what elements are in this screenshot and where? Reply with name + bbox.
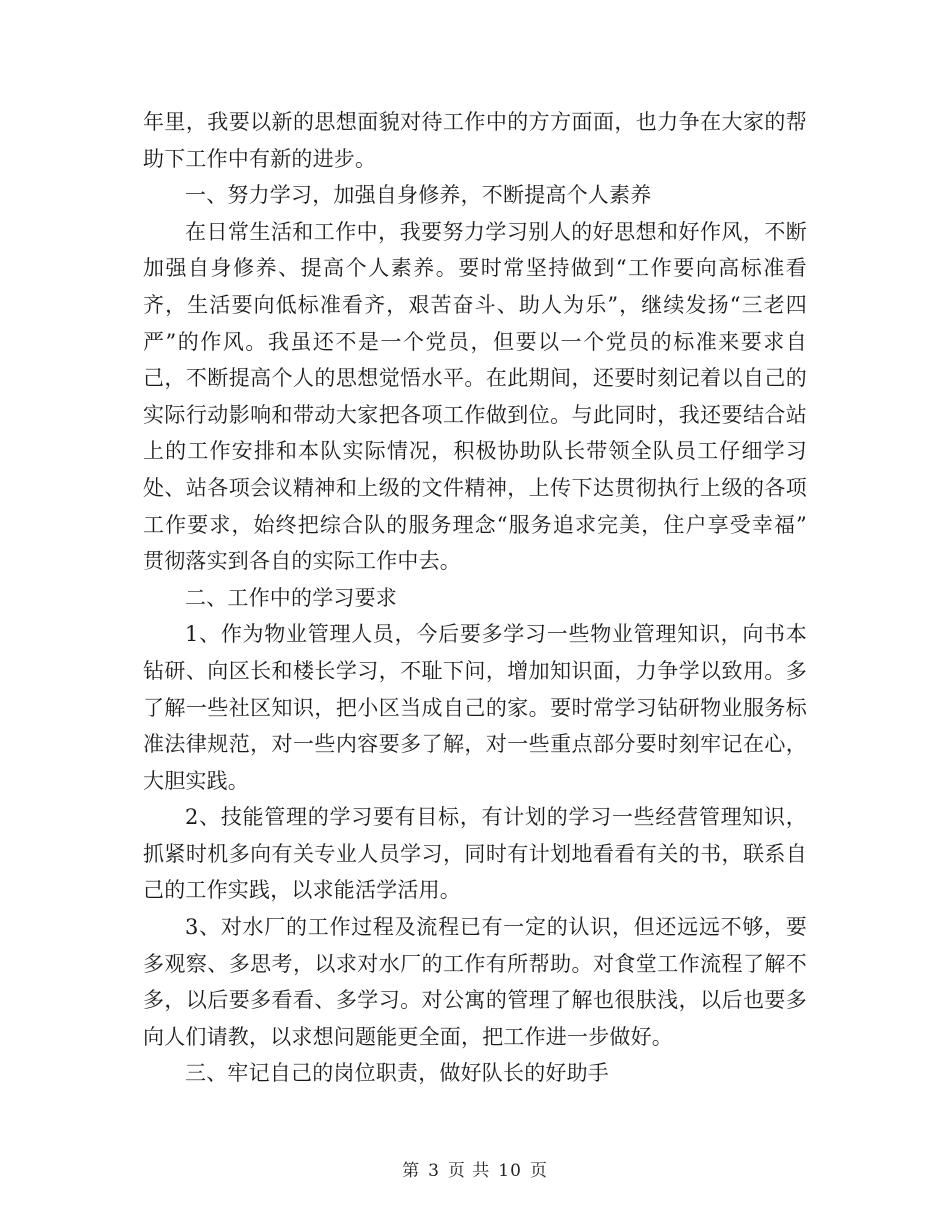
paragraph-continuation: 年里，我要以新的思想面貌对待工作中的方方面面，也力争在大家的帮助下工作中有新的进步。: [143, 110, 807, 171]
paragraph-item-1: 1、作为物业管理人员，今后要多学习一些物业管理知识，向书本钻研、向区长和楼长学习，不耻下问，增加知识面，力争学以致用。多了解一些社区知识，把小区当成自己的家。要时常学习钻研物业服务标准法律规范，对一些内容要多了解，对一些重点部分要时刻牢记在心，大胆实践。: [143, 622, 807, 793]
footer-suffix: 页: [529, 1161, 548, 1181]
paragraph-item-3: 3、对水厂的工作过程及流程已有一定的认识，但还远远不够，要多观察、多思考，以求对水厂的工作有所帮助。对食堂工作流程了解不多，以后要多看看、多学习。对公寓的管理了解也很肤浅，以后也要多向人们请教，以求想问题能更全面，把工作进一步做好。: [143, 915, 807, 1049]
footer-prefix: 第: [402, 1161, 421, 1181]
paragraph-item-2: 2、技能管理的学习要有目标，有计划的学习一些经营管理知识，抓紧时机多向有关专业人员学习，同时有计划地看看有关的书，联系自己的工作实践，以求能活学活用。: [143, 805, 807, 903]
footer-middle: 页 共: [447, 1161, 491, 1181]
section-heading-1: 一、努力学习，加强自身修养，不断提高个人素养: [185, 183, 652, 208]
page-footer: [0, 1156, 950, 1181]
footer-current-page: 3: [428, 1161, 440, 1181]
document-body: [143, 104, 807, 1092]
section-heading-2: 二、工作中的学习要求: [185, 585, 397, 610]
paragraph-self-cultivation: 在日常生活和工作中，我要努力学习别人的好思想和好作风，不断加强自身修养、提高个人素养。要时常坚持做到“工作要向高标准看齐，生活要向低标准看齐，艰苦奋斗、助人为乐”，继续发扬“三老四严”的作风。我虽还不是一个党员，但要以一个党员的标准来要求自己，不断提高个人的思想觉悟水平。在此期间，还要时刻记着以自己的实际行动影响和带动大家把各项工作做到位。与此同时，我还要结合站上的工作安排和本队实际情况，积极协助队长带领全队员工仔细学习处、站各项会议精神和上级的文件精神，上传下达贯彻执行上级的各项工作要求，始终把综合队的服务理念“服务追求完美，住户享受幸福” 贯彻落实到各自的实际工作中去。: [143, 219, 807, 574]
section-heading-3: 三、牢记自己的岗位职责，做好队长的好助手: [185, 1061, 609, 1086]
footer-total-pages: 10: [498, 1161, 522, 1181]
